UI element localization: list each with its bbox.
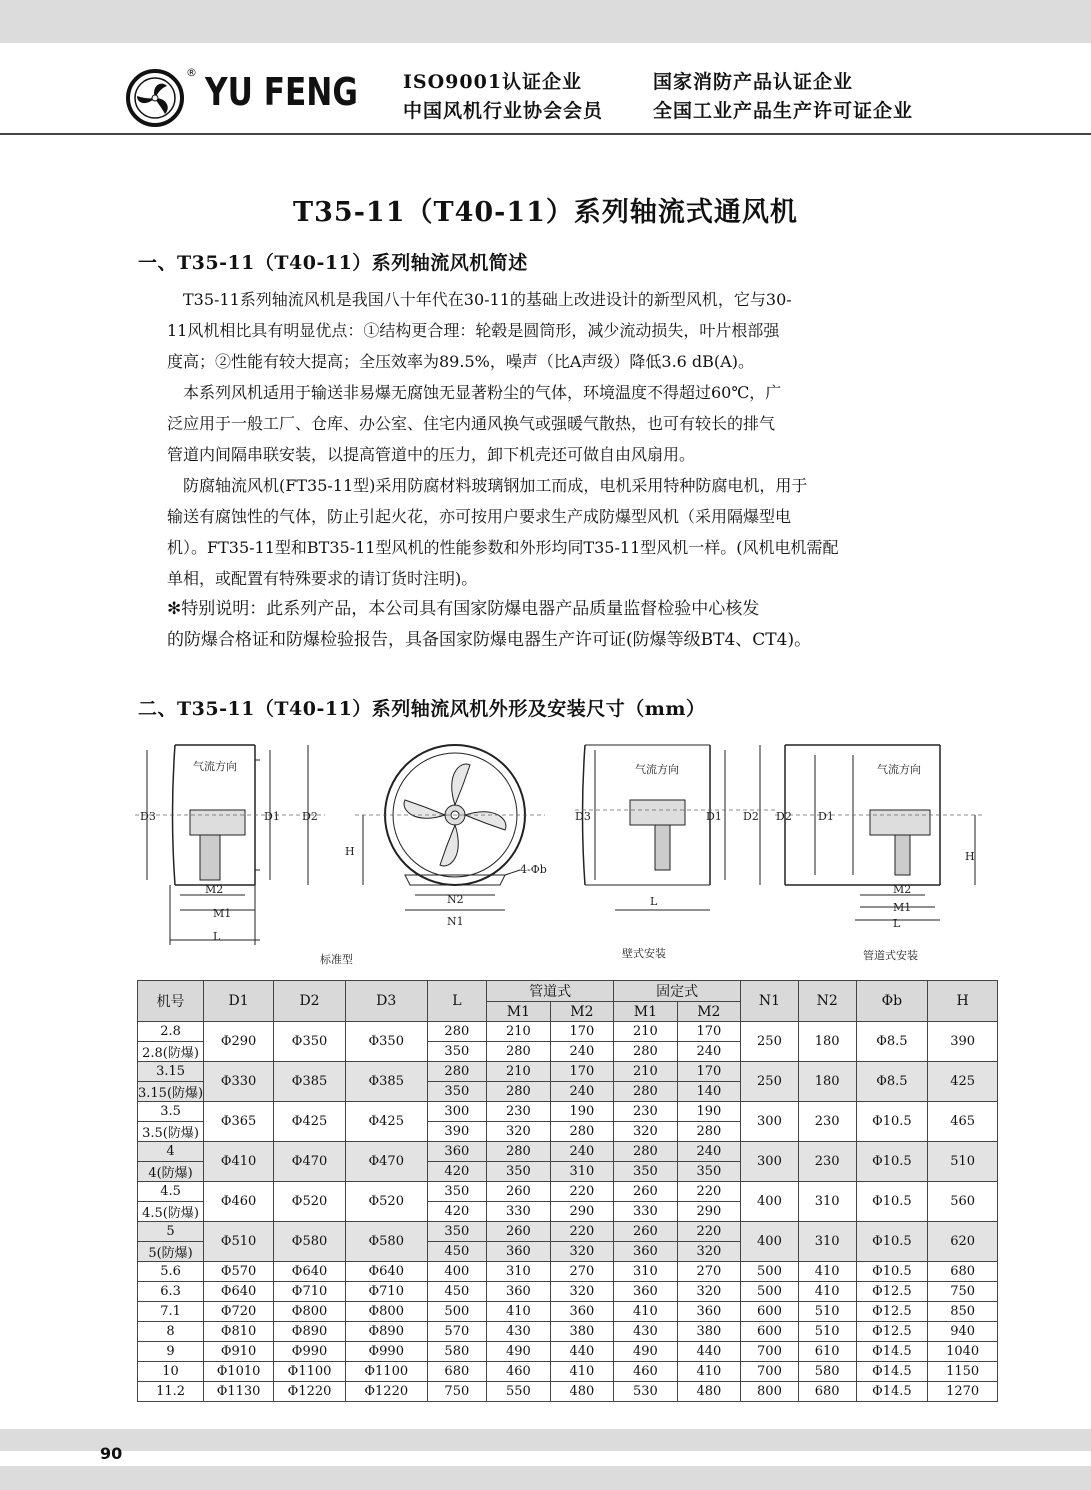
table-cell: 800 — [741, 1382, 799, 1402]
d3-cell: Φ470 — [345, 1142, 427, 1182]
table-cell: Φ14.5 — [856, 1342, 928, 1362]
d2-cell: Φ470 — [274, 1142, 346, 1182]
dim-d3: D3 — [140, 810, 156, 823]
d1-cell: Φ365 — [204, 1102, 274, 1142]
model-cell: 2.8(防爆) — [138, 1042, 204, 1062]
table-cell: 850 — [928, 1302, 998, 1322]
table-cell: Φ640 — [274, 1262, 346, 1282]
table-cell: 210 — [487, 1062, 550, 1082]
d2-cell: Φ385 — [274, 1062, 346, 1102]
n1-cell: 400 — [741, 1182, 799, 1222]
table-cell: 420 — [427, 1162, 487, 1182]
dim-d2: D2 — [743, 810, 759, 823]
dim-m1: M1 — [213, 907, 232, 920]
table-cell: 510 — [798, 1322, 856, 1342]
dim-d1: D1 — [706, 810, 722, 823]
d1-cell: Φ330 — [204, 1062, 274, 1102]
table-cell: 320 — [487, 1122, 550, 1142]
cert-iso: ISO9001认证企业 — [403, 71, 583, 93]
h-cell: 620 — [928, 1222, 998, 1262]
col-d2: D2 — [274, 981, 346, 1022]
col-fixed-m1: M1 — [614, 1002, 677, 1022]
table-cell: 10 — [138, 1362, 204, 1382]
table-cell: 360 — [614, 1282, 677, 1302]
footer-band — [0, 1466, 1091, 1490]
d2-cell: Φ580 — [274, 1222, 346, 1262]
table-row — [138, 1362, 998, 1382]
body-line: 机）。FT35-11型和BT35-11型风机的性能参数和外形均同T35-11型风机一样。(风机电机需配 — [167, 538, 839, 557]
col-model: 机号 — [138, 981, 204, 1022]
n2-cell: 310 — [798, 1222, 856, 1262]
table-cell: 350 — [677, 1162, 740, 1182]
table-cell: 500 — [741, 1282, 799, 1302]
dim-l: L — [893, 917, 901, 930]
body-line: 输送有腐蚀性的气体，防止引起火花，亦可按用户要求生产成防爆型风机（采用隔爆型电 — [167, 507, 792, 526]
model-cell: 5 — [138, 1222, 204, 1242]
dim-d1: D1 — [264, 810, 280, 823]
d2-cell: Φ350 — [274, 1022, 346, 1062]
n2-cell: 180 — [798, 1062, 856, 1102]
n2-cell: 180 — [798, 1022, 856, 1062]
table-cell: 750 — [928, 1282, 998, 1302]
table-cell: 330 — [487, 1202, 550, 1222]
table-cell: 300 — [427, 1102, 487, 1122]
page-number: 90 — [100, 1444, 123, 1463]
table-row — [138, 1302, 998, 1322]
cert-license: 全国工业产品生产许可证企业 — [653, 100, 914, 122]
table-cell: Φ10.5 — [856, 1262, 928, 1282]
table-cell: Φ800 — [345, 1302, 427, 1322]
table-cell: 360 — [487, 1242, 550, 1262]
table-cell: Φ640 — [345, 1262, 427, 1282]
model-cell: 3.5 — [138, 1102, 204, 1122]
table-cell: 230 — [487, 1102, 550, 1122]
body-line: 的防爆合格证和防爆检验报告，具备国家防爆电器生产许可证(防爆等级BT4、CT4)。 — [167, 630, 812, 650]
table-cell: 350 — [614, 1162, 677, 1182]
n1-cell: 300 — [741, 1102, 799, 1142]
table-cell: 350 — [427, 1082, 487, 1102]
table-cell: 280 — [614, 1042, 677, 1062]
dim-d3: D3 — [575, 810, 591, 823]
table-cell: 380 — [677, 1322, 740, 1342]
h-cell: 560 — [928, 1182, 998, 1222]
table-cell: 410 — [550, 1362, 613, 1382]
table-cell: 7.1 — [138, 1302, 204, 1322]
d2-cell: Φ425 — [274, 1102, 346, 1142]
n2-cell: 230 — [798, 1142, 856, 1182]
col-duct: 管道式 — [487, 981, 614, 1002]
table-cell: 350 — [427, 1182, 487, 1202]
model-cell: 5(防爆) — [138, 1242, 204, 1262]
col-n2: N2 — [798, 981, 856, 1022]
table-cell: 410 — [798, 1262, 856, 1282]
phib-cell: Φ10.5 — [856, 1222, 928, 1262]
d3-cell: Φ520 — [345, 1182, 427, 1222]
col-d1: D1 — [204, 981, 274, 1022]
table-body — [138, 1022, 998, 1402]
table-cell: 280 — [614, 1082, 677, 1102]
table-cell: 260 — [487, 1182, 550, 1202]
dim-m2: M2 — [893, 883, 912, 896]
table-cell: 390 — [427, 1122, 487, 1142]
table-cell: Φ800 — [274, 1302, 346, 1322]
table-cell: 8 — [138, 1322, 204, 1342]
col-duct-m1: M1 — [487, 1002, 550, 1022]
dim-d1: D1 — [818, 810, 834, 823]
table-cell: 570 — [427, 1322, 487, 1342]
dimension-table — [137, 980, 998, 1402]
table-cell: 190 — [677, 1102, 740, 1122]
table-cell: Φ890 — [345, 1322, 427, 1342]
table-cell: Φ1100 — [345, 1362, 427, 1382]
model-cell: 4.5 — [138, 1182, 204, 1202]
table-cell: 260 — [487, 1222, 550, 1242]
footer-band — [0, 1429, 1091, 1451]
table-cell: 410 — [614, 1302, 677, 1322]
n2-cell: 230 — [798, 1102, 856, 1142]
table-cell: Φ990 — [274, 1342, 346, 1362]
section1-body — [167, 284, 839, 656]
table-cell: 350 — [427, 1042, 487, 1062]
table-cell: 600 — [741, 1302, 799, 1322]
table-cell: 170 — [677, 1062, 740, 1082]
d3-cell: Φ350 — [345, 1022, 427, 1062]
dim-l: L — [650, 895, 658, 908]
h-cell: 390 — [928, 1022, 998, 1062]
col-n1: N1 — [741, 981, 799, 1022]
dim-h: H — [965, 850, 975, 863]
table-row — [138, 1262, 998, 1282]
airflow-label: 气流方向 — [193, 760, 237, 773]
header-rule — [0, 133, 1091, 135]
col-h: H — [928, 981, 998, 1022]
table-cell: Φ1220 — [274, 1382, 346, 1402]
body-line: T35-11系列轴流风机是我国八十年代在30-11的基础上改进设计的新型风机，它与30- — [167, 290, 792, 309]
table-cell: Φ1220 — [345, 1382, 427, 1402]
dim-d2: D2 — [302, 810, 318, 823]
table-cell: 320 — [550, 1242, 613, 1262]
table-cell: 280 — [427, 1062, 487, 1082]
section1-heading: 一、T35-11（T40-11）系列轴流风机简述 — [138, 252, 528, 274]
table-row — [138, 1022, 998, 1042]
table-cell: 310 — [487, 1262, 550, 1282]
table-row — [138, 1142, 998, 1162]
page-title: T35-11（T40-11）系列轴流式通风机 — [293, 197, 798, 228]
table-cell: 210 — [614, 1022, 677, 1042]
table-cell: 360 — [677, 1302, 740, 1322]
table-cell: 280 — [487, 1082, 550, 1102]
h-cell: 465 — [928, 1102, 998, 1142]
phib-cell: Φ10.5 — [856, 1182, 928, 1222]
table-cell: Φ990 — [345, 1342, 427, 1362]
caption-standard: 标准型 — [320, 953, 353, 966]
table-cell: 320 — [550, 1282, 613, 1302]
table-cell: Φ720 — [204, 1302, 274, 1322]
body-line: 防腐轴流风机(FT35-11型)采用防腐材料玻璃钢加工而成，电机采用特种防腐电机，用于 — [167, 476, 808, 495]
model-cell: 3.15(防爆) — [138, 1082, 204, 1102]
d3-cell: Φ425 — [345, 1102, 427, 1142]
brand-name: YU FENG — [205, 70, 358, 114]
table-row — [138, 1102, 998, 1122]
table-cell: 5.6 — [138, 1262, 204, 1282]
d1-cell: Φ290 — [204, 1022, 274, 1062]
table-cell: Φ14.5 — [856, 1362, 928, 1382]
table-cell: 480 — [550, 1382, 613, 1402]
table-cell: 350 — [427, 1222, 487, 1242]
phib-cell: Φ8.5 — [856, 1022, 928, 1062]
table-cell: 240 — [677, 1042, 740, 1062]
n1-cell: 250 — [741, 1022, 799, 1062]
table-cell: 510 — [798, 1302, 856, 1322]
dim-d2: D2 — [776, 810, 792, 823]
table-cell: 410 — [798, 1282, 856, 1302]
airflow-label: 气流方向 — [635, 763, 679, 776]
table-cell: 680 — [427, 1362, 487, 1382]
table-cell: 580 — [798, 1362, 856, 1382]
col-fixed: 固定式 — [614, 981, 741, 1002]
table-cell: 280 — [487, 1142, 550, 1162]
model-cell: 4 — [138, 1142, 204, 1162]
table-cell: 460 — [614, 1362, 677, 1382]
table-cell: 9 — [138, 1342, 204, 1362]
table-cell: 700 — [741, 1342, 799, 1362]
caption-duct: 管道式安装 — [863, 949, 918, 962]
table-cell: Φ710 — [345, 1282, 427, 1302]
table-cell: 290 — [550, 1202, 613, 1222]
body-line: ✻特别说明：此系列产品，本公司具有国家防爆电器产品质量监督检验中心核发 — [167, 599, 760, 619]
table-cell: 450 — [427, 1242, 487, 1262]
table-cell: 170 — [550, 1022, 613, 1042]
col-duct-m2: M2 — [550, 1002, 613, 1022]
table-cell: 490 — [614, 1342, 677, 1362]
table-cell: 360 — [614, 1242, 677, 1262]
model-cell: 4(防爆) — [138, 1162, 204, 1182]
col-d3: D3 — [345, 981, 427, 1022]
table-cell: 170 — [550, 1062, 613, 1082]
cert-fire: 国家消防产品认证企业 — [653, 71, 854, 93]
phib-cell: Φ10.5 — [856, 1142, 928, 1182]
table-cell: 240 — [550, 1142, 613, 1162]
table-cell: 260 — [614, 1222, 677, 1242]
d2-cell: Φ520 — [274, 1182, 346, 1222]
table-cell: 500 — [427, 1302, 487, 1322]
d1-cell: Φ410 — [204, 1142, 274, 1182]
table-cell: 450 — [427, 1282, 487, 1302]
table-row — [138, 1282, 998, 1302]
dim-holes: 4-Φb — [520, 863, 547, 876]
table-cell: 360 — [550, 1302, 613, 1322]
n1-cell: 300 — [741, 1142, 799, 1182]
cert-association: 中国风机行业协会会员 — [403, 100, 604, 122]
table-cell: Φ1100 — [274, 1362, 346, 1382]
table-cell: 400 — [427, 1262, 487, 1282]
top-band — [0, 0, 1091, 43]
table-cell: 280 — [677, 1122, 740, 1142]
h-cell: 425 — [928, 1062, 998, 1102]
table-cell: 360 — [427, 1142, 487, 1162]
table-row — [138, 1322, 998, 1342]
table-cell: 220 — [677, 1182, 740, 1202]
table-cell: 11.2 — [138, 1382, 204, 1402]
phib-cell: Φ8.5 — [856, 1062, 928, 1102]
body-line: 单相，或配置有特殊要求的请订货时注明)。 — [167, 569, 478, 588]
installation-diagrams — [125, 735, 985, 975]
table-cell: 240 — [677, 1142, 740, 1162]
table-cell: 320 — [614, 1122, 677, 1142]
col-fixed-m2: M2 — [677, 1002, 740, 1022]
table-cell: 600 — [741, 1322, 799, 1342]
table-row — [138, 1222, 998, 1242]
table-cell: 240 — [550, 1082, 613, 1102]
dim-n1: N1 — [447, 915, 464, 928]
table-cell: 680 — [798, 1382, 856, 1402]
table-cell: 1040 — [928, 1342, 998, 1362]
table-cell: 310 — [550, 1162, 613, 1182]
table-cell: 230 — [614, 1102, 677, 1122]
table-cell: 490 — [487, 1342, 550, 1362]
table-cell: 270 — [550, 1262, 613, 1282]
table-cell: Φ12.5 — [856, 1282, 928, 1302]
table-cell: 190 — [550, 1102, 613, 1122]
table-cell: 210 — [614, 1062, 677, 1082]
table-cell: 260 — [614, 1182, 677, 1202]
company-logo-icon — [125, 68, 185, 128]
table-cell: 360 — [487, 1282, 550, 1302]
table-cell: Φ640 — [204, 1282, 274, 1302]
col-l: L — [427, 981, 487, 1022]
table-cell: 750 — [427, 1382, 487, 1402]
table-cell: Φ710 — [274, 1282, 346, 1302]
table-cell: Φ1130 — [204, 1382, 274, 1402]
table-row — [138, 1382, 998, 1402]
table-cell: 480 — [677, 1382, 740, 1402]
table-cell: 220 — [550, 1182, 613, 1202]
n2-cell: 310 — [798, 1182, 856, 1222]
table-cell: 140 — [677, 1082, 740, 1102]
table-cell: 460 — [487, 1362, 550, 1382]
table-cell: 320 — [677, 1282, 740, 1302]
table-cell: 170 — [677, 1022, 740, 1042]
table-cell: 420 — [427, 1202, 487, 1222]
table-cell: 220 — [677, 1222, 740, 1242]
table-cell: Φ14.5 — [856, 1382, 928, 1402]
h-cell: 510 — [928, 1142, 998, 1182]
table-cell: 310 — [614, 1262, 677, 1282]
table-cell: 1150 — [928, 1362, 998, 1382]
table-cell: 330 — [614, 1202, 677, 1222]
dim-l: L — [213, 930, 221, 943]
body-line: 管道内间隔串联安装，以提高管道中的压力，卸下机壳还可做自由风扇用。 — [167, 445, 696, 464]
table-cell: Φ810 — [204, 1322, 274, 1342]
n1-cell: 250 — [741, 1062, 799, 1102]
table-cell: Φ12.5 — [856, 1302, 928, 1322]
airflow-label: 气流方向 — [877, 763, 921, 776]
table-cell: 1270 — [928, 1382, 998, 1402]
table-cell: 410 — [487, 1302, 550, 1322]
table-cell: 270 — [677, 1262, 740, 1282]
table-cell: 530 — [614, 1382, 677, 1402]
table-cell: 280 — [427, 1022, 487, 1042]
table-cell: 700 — [741, 1362, 799, 1382]
table-cell: 280 — [550, 1122, 613, 1142]
table-cell: 430 — [487, 1322, 550, 1342]
table-cell: 430 — [614, 1322, 677, 1342]
table-cell: 320 — [677, 1242, 740, 1262]
registered-mark: ® — [186, 66, 197, 79]
table-row — [138, 1182, 998, 1202]
model-cell: 3.15 — [138, 1062, 204, 1082]
caption-wall: 壁式安装 — [622, 947, 666, 960]
model-cell: 2.8 — [138, 1022, 204, 1042]
table-row — [138, 1342, 998, 1362]
table-cell: 350 — [487, 1162, 550, 1182]
table-cell: 440 — [677, 1342, 740, 1362]
body-line: 泛应用于一般工厂、仓库、办公室、住宅内通风换气或强暖气散热，也可有较长的排气 — [167, 414, 776, 433]
table-cell: Φ910 — [204, 1342, 274, 1362]
table-cell: 210 — [487, 1022, 550, 1042]
dim-h: H — [345, 845, 355, 858]
d3-cell: Φ385 — [345, 1062, 427, 1102]
table-cell: Φ1010 — [204, 1362, 274, 1382]
table-cell: 580 — [427, 1342, 487, 1362]
phib-cell: Φ10.5 — [856, 1102, 928, 1142]
table-cell: Φ12.5 — [856, 1322, 928, 1342]
table-row — [138, 1062, 998, 1082]
table-cell: 680 — [928, 1262, 998, 1282]
table-cell: 280 — [614, 1142, 677, 1162]
table-cell: 610 — [798, 1342, 856, 1362]
table-cell: 220 — [550, 1222, 613, 1242]
table-cell: Φ570 — [204, 1262, 274, 1282]
table-cell: 380 — [550, 1322, 613, 1342]
table-cell: 440 — [550, 1342, 613, 1362]
model-cell: 3.5(防爆) — [138, 1122, 204, 1142]
table-cell: 6.3 — [138, 1282, 204, 1302]
model-cell: 4.5(防爆) — [138, 1202, 204, 1222]
dim-m1: M1 — [893, 901, 912, 914]
dim-m2: M2 — [205, 883, 224, 896]
body-line: 11风机相比具有明显优点：①结构更合理：轮毂是圆筒形，减少流动损失，叶片根部强 — [167, 321, 780, 340]
table-cell: 940 — [928, 1322, 998, 1342]
d1-cell: Φ460 — [204, 1182, 274, 1222]
d1-cell: Φ510 — [204, 1222, 274, 1262]
table-cell: 550 — [487, 1382, 550, 1402]
table-cell: 410 — [677, 1362, 740, 1382]
col-phib: Φb — [856, 981, 928, 1022]
table-cell: Φ890 — [274, 1322, 346, 1342]
n1-cell: 400 — [741, 1222, 799, 1262]
dim-n2: N2 — [447, 893, 464, 906]
table-cell: 500 — [741, 1262, 799, 1282]
body-line: 度高；②性能有较大提高；全压效率为89.5%，噪声（比A声级）降低3.6 dB(A)。 — [167, 352, 754, 371]
section2-heading: 二、T35-11（T40-11）系列轴流风机外形及安装尺寸（mm） — [138, 698, 706, 720]
table-cell: 290 — [677, 1202, 740, 1222]
d3-cell: Φ580 — [345, 1222, 427, 1262]
table-cell: 240 — [550, 1042, 613, 1062]
body-line: 本系列风机适用于输送非易爆无腐蚀无显著粉尘的气体，环境温度不得超过60℃，广 — [167, 383, 782, 402]
table-cell: 280 — [487, 1042, 550, 1062]
